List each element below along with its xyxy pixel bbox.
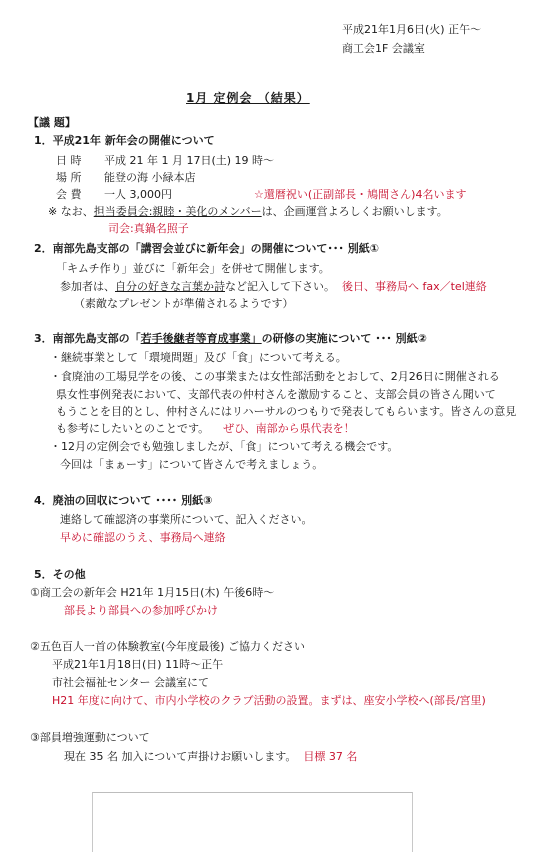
s1-fee-note: ☆還暦祝い(正副部長・鳩間さん)4名います <box>254 188 467 201</box>
s5-item2-line2: 平成21年1月18日(日) 11時〜正午 <box>52 658 224 671</box>
s4-line2: 早めに確認のうえ、事務局へ連絡 <box>60 531 226 544</box>
meeting-place: 商工会1F 会議室 <box>342 42 425 55</box>
document-title: 1月 定例会 （結果） <box>186 91 310 105</box>
s1-note-suffix: は、企画運営よろしくお願いします。 <box>261 205 448 218</box>
meeting-date: 平成21年1月6日(火) 正午〜 <box>342 23 482 36</box>
s1-place-value: 能登の海 小緑本店 <box>104 171 196 184</box>
s3-line4: もうことを目的とし、仲村さんにはリハーサルのつもりで発表してもらいます。皆さんの意見 <box>56 405 517 418</box>
s3-line5-text: も参考にしたいとのことです。 <box>56 422 210 435</box>
s3-line1: ・継続事業として「環境問題」及び「食」について考える。 <box>50 351 347 364</box>
section-2-heading: 2．南部先島支部の「講習会並びに新年会」の開催について･･･ 別紙① <box>34 242 380 255</box>
s5-item1-line1: ①商工会の新年会 H21年 1月15日(木) 午後6時〜 <box>30 586 275 599</box>
s1-secretary: 司会:真鍋名照子 <box>108 222 189 235</box>
s3-line7: 今回は「まぁーす」について皆さんで考えましょう。 <box>60 458 324 471</box>
s3-line2: ・食廃油の工場見学をの後、この事業または女性部活動をとおして、2月26日に開催される <box>50 370 500 383</box>
s3-line5 <box>56 422 355 436</box>
s2-line2 <box>60 280 487 294</box>
s2-line2-underlined: 自分の好きな言葉か詩 <box>115 280 225 293</box>
s3-line5-gap <box>209 422 223 435</box>
s5-item2-line3: 市社会福祉センター 会議室にて <box>52 676 210 689</box>
s2-line2-prefix: 参加者は、 <box>60 280 115 293</box>
s1-date-value: 平成 21 年 1 月 17日(土) 19 時〜 <box>104 154 275 167</box>
s5-item3-target: 目標 37 名 <box>303 750 358 763</box>
s5-item3-line1: ③部員増強運動について <box>30 731 150 744</box>
section-1-heading: 1．平成21年 新年会の開催について <box>34 134 215 147</box>
s2-line2-suffix: など記入して下さい。 <box>225 280 335 293</box>
s2-line3: （素敵なプレゼントが準備されるようです） <box>74 297 294 310</box>
s4-line1: 連絡して確認済の事業所について、記入ください。 <box>60 513 313 526</box>
agenda-label: 【議 題】 <box>28 116 76 129</box>
s3-heading-suffix: の研修の実施について ･･･ 別紙② <box>261 332 427 345</box>
section-5-heading: 5．その他 <box>34 568 86 581</box>
s1-fee-label: 会 費 <box>56 188 82 201</box>
s2-line2-contact: 後日、事務局へ fax／tel連絡 <box>342 280 487 293</box>
s5-item1-line2: 部長より部員への参加呼びかけ <box>64 604 218 617</box>
s5-item2-line4: H21 年度に向けて、市内小学校のクラブ活動の設置。まずは、座安小学校へ(部長/宮里) <box>52 694 486 707</box>
s5-item3-line2 <box>64 750 357 764</box>
s1-place-label: 場 所 <box>56 171 82 184</box>
attachment-box <box>92 792 413 852</box>
s1-fee-value: 一人 3,000円 <box>104 188 172 201</box>
s1-note <box>48 205 448 219</box>
s3-line5-emphasis: ぜひ、南部から県代表を！ <box>223 422 355 435</box>
s5-item3-text: 現在 35 名 加入について声掛けお願いします。 <box>64 750 297 763</box>
section-3-heading <box>34 332 427 346</box>
s1-note-prefix: ※ なお、 <box>48 205 94 218</box>
s3-heading-underlined: 若手後継者等育成事業」 <box>140 332 262 345</box>
s2-line1: 「キムチ作り」並びに「新年会」を併せて開催します。 <box>56 262 330 275</box>
s1-date-label: 日 時 <box>56 154 82 167</box>
s2-line2-gap <box>335 280 342 293</box>
s3-heading-prefix: 3．南部先島支部の「 <box>34 332 141 345</box>
section-4-heading: 4．廃油の回収について ････ 別紙③ <box>34 494 213 507</box>
s3-line3: 県女性事例発表において、支部代表の仲村さんを激励すること、支部会員の皆さん聞いて <box>56 388 496 401</box>
s5-item2-line1: ②五色百人一首の体験教室(今年度最後) ご協力ください <box>30 640 305 653</box>
s1-note-committee: 担当委員会:親睦・美化のメンバー <box>93 205 262 218</box>
s3-line6: ・12月の定例会でも勉強しましたが、「食」について考える機会です。 <box>50 440 399 453</box>
